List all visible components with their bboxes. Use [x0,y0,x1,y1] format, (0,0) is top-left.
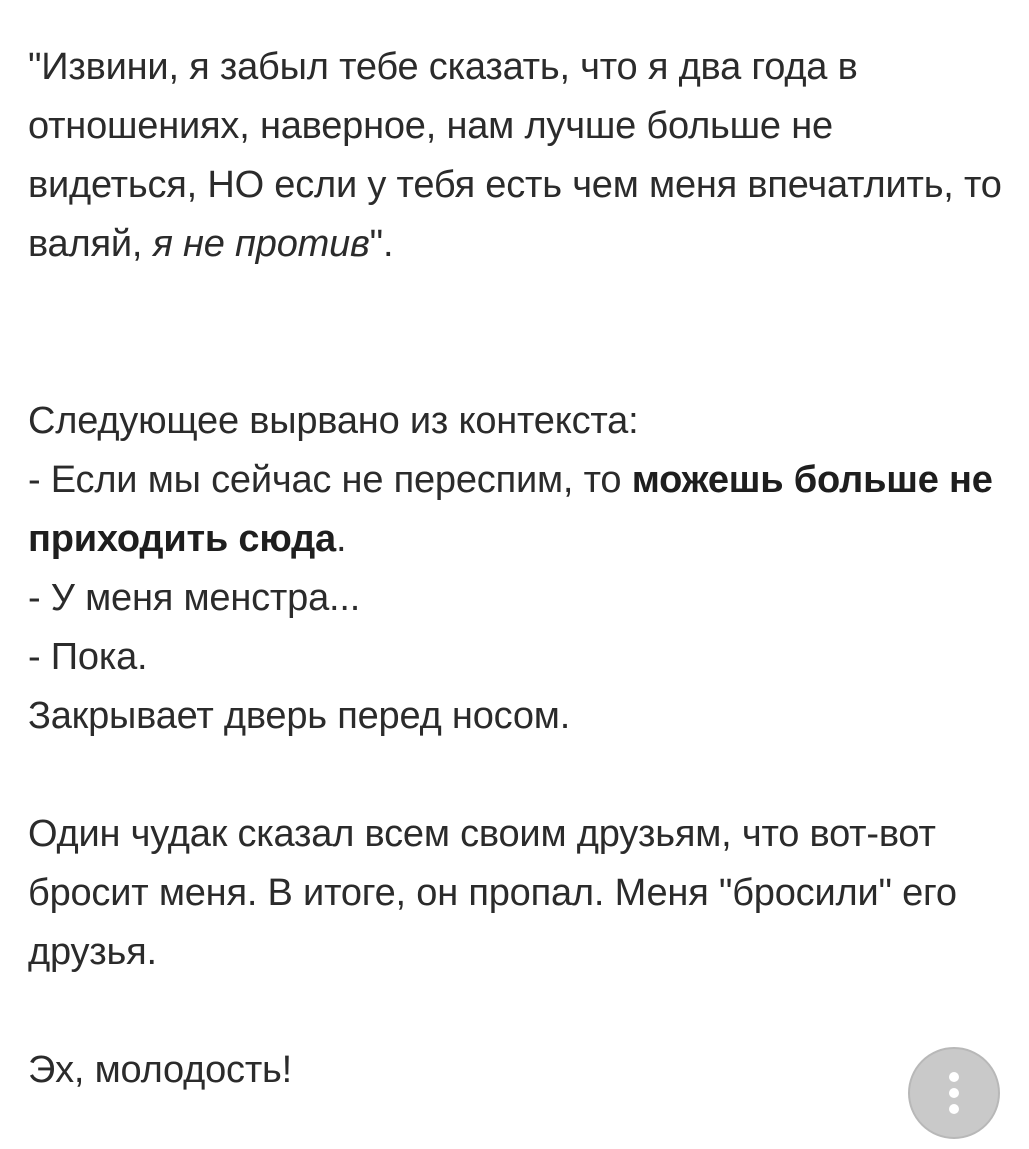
paragraph-2-intro: Следующее вырвано из контекста: [28,400,639,442]
spacer [28,982,1003,1041]
more-options-button[interactable] [908,1047,1000,1139]
dialogue-line-1-end: . [335,518,347,560]
dialogue-line-1 [28,451,1003,569]
post-body [28,38,1003,1100]
dialogue-line-1-text: - Если мы сейчас не переспим, то [28,459,632,501]
paragraph-1-close: ". [369,223,394,265]
dialogue-line-2: - У меня менстра... [28,577,361,619]
spacer [28,746,1003,805]
paragraph-2 [28,392,1003,746]
paragraph-3: Один чудак сказал всем своим друзьям, что вот-вот бросит меня. В итоге, он пропал. Меня "бросили" его друзья. [28,813,957,973]
paragraph-4: Эх, молодость! [28,1049,293,1091]
paragraph-1 [28,38,1003,274]
spacer [28,274,1003,392]
paragraph-1-text: "Извини, я забыл тебе сказать, что я два года в отношениях, наверное, нам лучше больше не видеться, НО если у тебя есть чем меня впечатлить, то валяй, [28,46,1002,265]
paragraph-1-italic: я не против [152,223,370,265]
dialogue-line-4: Закрывает дверь перед носом. [28,695,571,737]
dialogue-line-3: - Пока. [28,636,148,678]
more-vertical-icon [948,1071,960,1115]
dialogue-line-1-bold: можешь больше не приходить сюда [28,459,993,560]
